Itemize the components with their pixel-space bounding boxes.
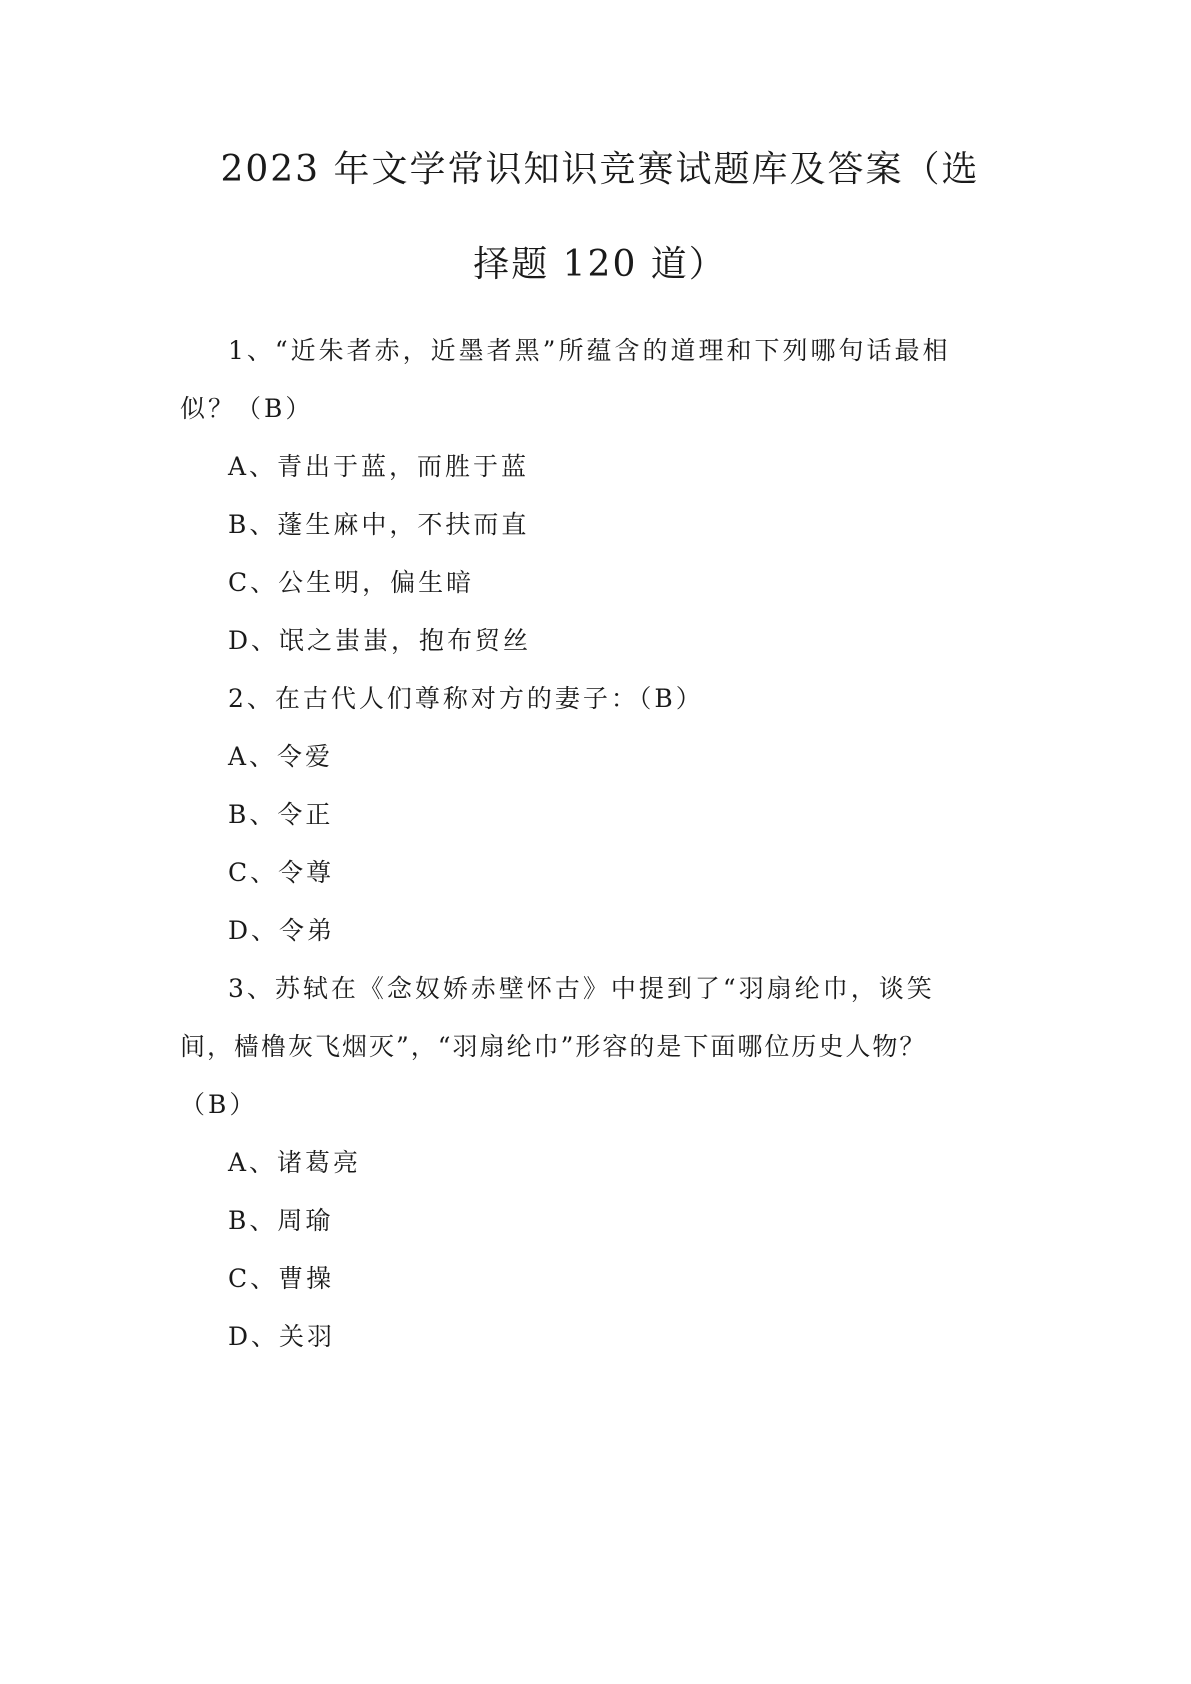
question-3-option-c: C、曹操 (228, 1264, 335, 1293)
question-3-option-d: D、关羽 (228, 1322, 336, 1351)
question-1-option-a: A、青出于蓝，而胜于蓝 (228, 452, 530, 481)
question-3-text: 3、苏轼在《念奴娇赤壁怀古》中提到了“羽扇纶巾，谈笑 (228, 974, 935, 1003)
question-1-text: 1、“近朱者赤，近墨者黑”所蕴含的道理和下列哪句话最相 (228, 336, 951, 365)
question-2-option-d: D、令弟 (228, 916, 336, 945)
question-2-text: 2、在古代人们尊称对方的妻子：（B） (228, 684, 704, 713)
question-3-option-a: A、诸葛亮 (228, 1148, 362, 1177)
question-1-option-d: D、氓之蚩蚩，抱布贸丝 (228, 626, 532, 655)
question-1-option-b: B、蓬生麻中，不扶而直 (228, 510, 530, 539)
question-1-text-cont: 似？（B） (180, 394, 314, 423)
question-3-option-b: B、周瑜 (228, 1206, 334, 1235)
question-2-option-b: B、令正 (228, 800, 334, 829)
question-1-option-c: C、公生明，偏生暗 (228, 568, 475, 597)
question-2-option-a: A、令爱 (228, 742, 334, 771)
question-3-text-cont-2: （B） (180, 1090, 258, 1119)
document-title-line-2: 择题 120 道） (473, 244, 727, 285)
document-title-line-1: 2023 年文学常识知识竞赛试题库及答案（选 (220, 149, 980, 190)
question-2-option-c: C、令尊 (228, 858, 335, 887)
question-3-text-cont: 间，樯橹灰飞烟灭”，“羽扇纶巾”形容的是下面哪位历史人物？ (180, 1032, 927, 1061)
